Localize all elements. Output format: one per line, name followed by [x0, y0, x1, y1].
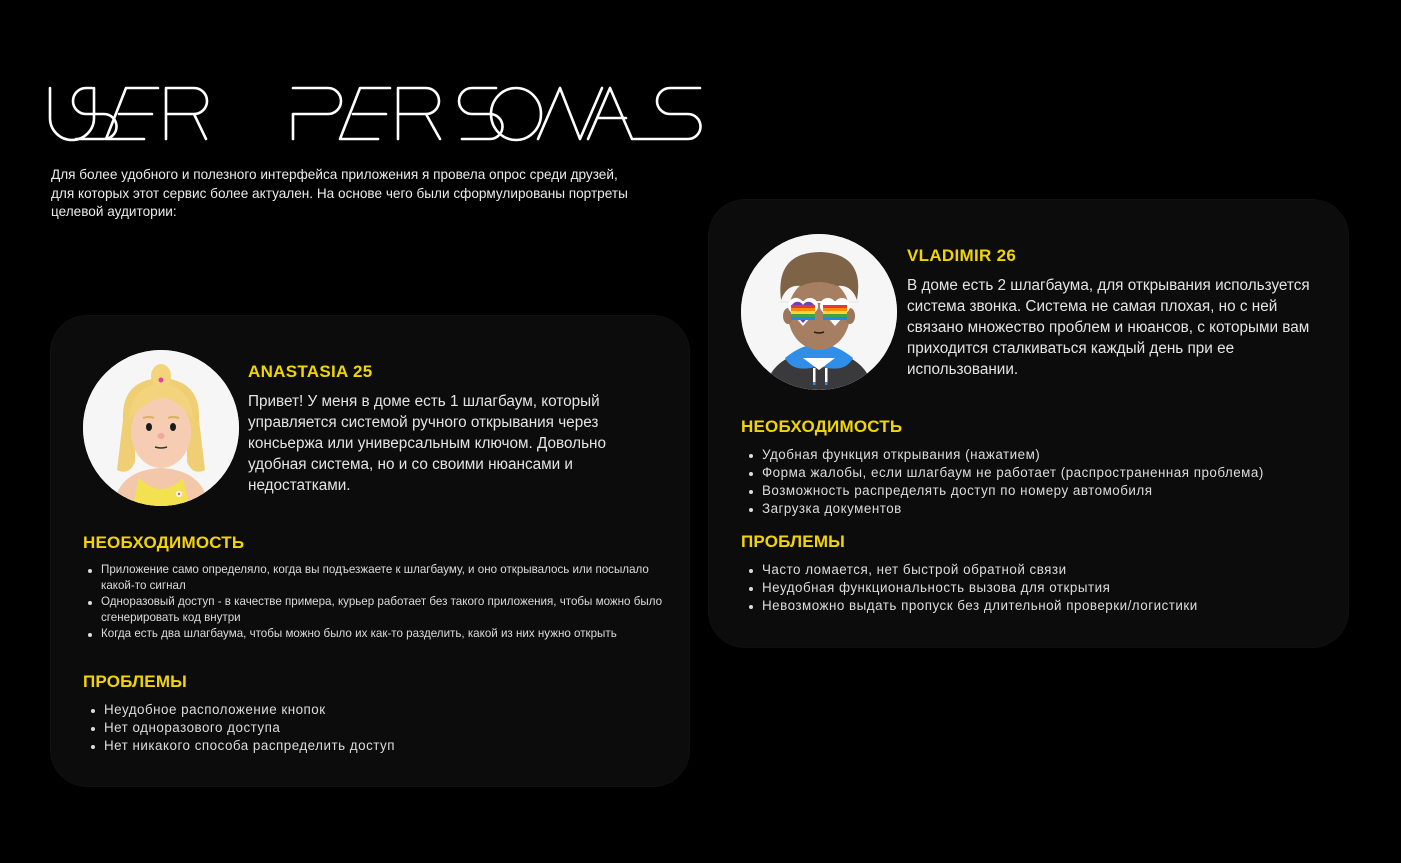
list-item: Когда есть два шлагбаума, чтобы можно было их как-то разделить, какой из них нужно открыть: [83, 626, 673, 642]
list-item: Неудобное расположение кнопок: [86, 701, 646, 719]
persona-bio: В доме есть 2 шлагбаума, для открывания используется система звонка. Система не самая плохая, но с ней связано множество проблем и нюансов, с которыми вам приходится сталкиваться каждый день при ее использовании.: [907, 277, 1310, 378]
problems-list: [744, 561, 1334, 615]
persona-name: VLADIMIR 26: [907, 246, 1017, 265]
needs-heading: НЕОБХОДИМОСТЬ: [741, 417, 903, 436]
list-item: Приложение само определяло, когда вы подъезжаете к шлагбауму, и оно открывалось или посылало какой-то сигнал: [83, 562, 673, 594]
list-item: Одноразовый доступ - в качестве примера, курьер работает без такого приложения, чтобы можно было сгенерировать код внутри: [83, 594, 673, 626]
needs-list: [744, 446, 1334, 518]
persona-card-vladimir: [709, 200, 1348, 647]
list-item: Нет одноразового доступа: [86, 719, 646, 737]
list-item: Форма жалобы, если шлагбаум не работает (распространенная проблема): [744, 464, 1334, 482]
list-item: Нет никакого способа распределить доступ: [86, 737, 646, 755]
intro-text: Для более удобного и полезного интерфейса приложения я провела опрос среди друзей, для которых этот сервис более актуален. На основе чего были сформулированы портреты целевой аудитории:: [51, 167, 628, 219]
problems-list: [86, 701, 646, 755]
persona-name: ANASTASIA 25: [248, 362, 373, 381]
problems-heading: ПРОБЛЕМЫ: [741, 532, 846, 551]
list-item: Неудобная функциональность вызова для открытия: [744, 579, 1334, 597]
list-item: Часто ломается, нет быстрой обратной связи: [744, 561, 1334, 579]
list-item: Загрузка документов: [744, 500, 1334, 518]
boy-avatar-icon: [741, 234, 897, 390]
page-title: [48, 84, 708, 144]
problems-heading: ПРОБЛЕМЫ: [83, 672, 188, 691]
needs-list: [83, 562, 673, 642]
needs-heading: НЕОБХОДИМОСТЬ: [83, 533, 245, 552]
list-item: Удобная функция открывания (нажатием): [744, 446, 1334, 464]
list-item: Невозможно выдать пропуск без длительной проверки/логистики: [744, 597, 1334, 615]
girl-avatar-icon: [83, 350, 239, 506]
persona-bio: Привет! У меня в доме есть 1 шлагбаум, который управляется системой ручного открывания через консьержа или универсальным ключом. Довольно удобная система, но и со своими нюансами и недостатками.: [248, 393, 607, 494]
persona-card-anastasia: [51, 316, 689, 786]
list-item: Возможность распределять доступ по номеру автомобиля: [744, 482, 1334, 500]
